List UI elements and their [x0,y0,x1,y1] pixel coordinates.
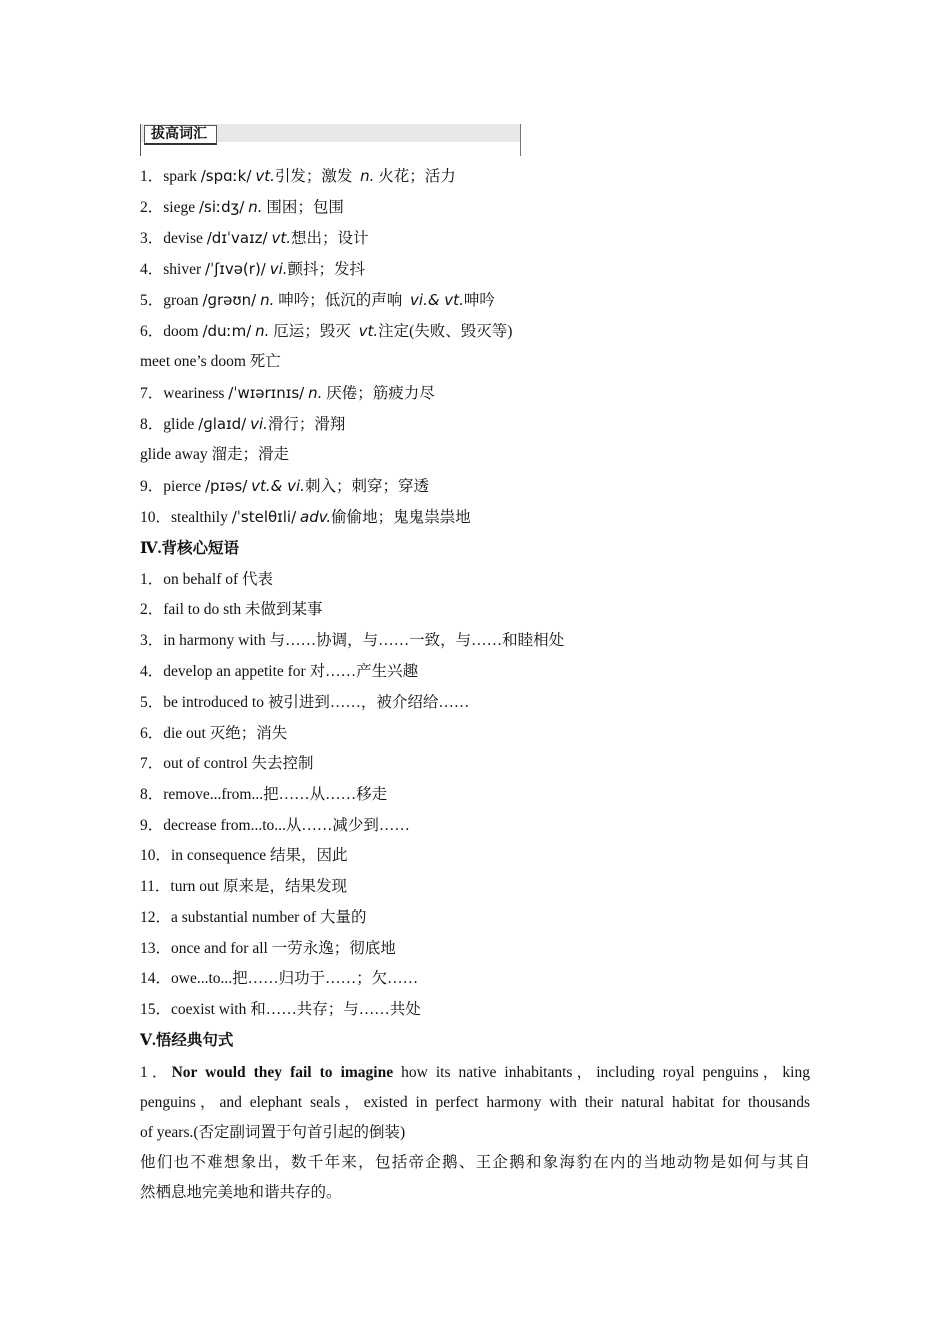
vocab-word: siege [163,199,196,216]
phrase-item: 6．die out 灭绝；消失 [140,725,288,742]
part-of-speech: vi. [269,260,288,278]
definition: 滑行；滑翔 [267,416,346,433]
vocab-word: glide [163,416,195,433]
part-of-speech: vi.& vt. [410,291,464,309]
bold-phrase: Nor would they fail to imagine [171,1064,394,1081]
item-number: 5． [140,292,164,309]
definition: 刺入；刺穿；穿透 [304,478,429,495]
section-title-phrases: Ⅳ.背核心短语 [140,540,239,557]
phrase-item: 12．a substantial number of 大量的 [140,909,367,926]
vocab-item [140,290,495,311]
vocab-item [140,197,344,218]
vocab-word: weariness [163,385,225,402]
part-of-speech: vt. [358,322,379,340]
section-banner-vocab [140,124,521,156]
phonetic: /siːdʒ/ [199,198,245,216]
part-of-speech: n. [255,322,270,340]
vocab-extra: glide away 溜走；滑走 [140,446,289,463]
phrase-item: 13．once and for all 一劳永逸；彻底地 [140,940,396,957]
definition: 厄运；毁灭 [273,323,351,340]
vocab-item [140,476,429,497]
section-title-vocab: 拔高词汇 [144,125,217,145]
phrase-item: 1．on behalf of 代表 [140,571,274,588]
item-number: 7． [140,385,164,402]
definition: 引发；激发 [274,168,353,185]
item-number: 4． [140,261,164,278]
item-number: 2． [140,199,164,216]
vocab-word: groan [163,292,199,309]
vocab-extra: meet one’s doom 死亡 [140,353,281,370]
definition: 注定(失败、毁灭等) [378,323,513,340]
translation-line-1: 他们也不难想象出，数千年来，包括帝企鹅、王企鹅和象海豹在内的当地动物是如何与其自 [140,1154,810,1171]
section-title-sentences: Ⅴ.悟经典句式 [140,1032,234,1049]
part-of-speech: n. [248,198,263,216]
phrase-item: 3．in harmony with 与……协调，与……一致，与……和睦相处 [140,632,565,649]
definition: 呻吟；低沉的声响 [278,292,403,309]
part-of-speech: n. [308,384,323,402]
sentence-line-2: penguins，and elephant seals，existed in perfect harmony with their natural habitat for thousands [140,1094,810,1111]
definition: 颤抖；发抖 [287,261,366,278]
item-number: 6． [140,323,164,340]
phonetic: /ˈwɪərɪnɪs/ [228,384,305,402]
phrase-item: 7．out of control 失去控制 [140,755,314,772]
item-number: 9． [140,478,164,495]
part-of-speech: n. [360,167,375,185]
phrase-item: 2．fail to do sth 未做到某事 [140,601,323,618]
vocab-item [140,228,369,249]
item-number: 3． [140,230,164,247]
phrase-item: 10．in consequence 结果，因此 [140,847,348,864]
phrase-item: 5．be introduced to 被引进到……，被介绍给…… [140,694,470,711]
phonetic: /ˈstelθɪli/ [231,508,297,526]
phonetic: /dɪˈvaɪz/ [206,229,268,247]
phonetic: /ɡrəʊn/ [202,291,257,309]
vocab-word: spark [163,168,197,185]
vocab-item [140,321,512,342]
phrase-item: 11．turn out 原来是，结果发现 [140,878,347,895]
phonetic: /ˈʃɪvə(r)/ [205,260,266,278]
part-of-speech: vt.& vi. [251,477,305,495]
part-of-speech: adv. [300,508,332,526]
phonetic: /duːm/ [202,322,252,340]
phonetic: /spɑːk/ [200,167,252,185]
part-of-speech: vi. [250,415,268,433]
definition: 厌倦；筋疲力尽 [326,385,435,402]
translation-line-2: 然栖息地完美地和谐共存的。 [140,1184,342,1201]
part-of-speech: vt. [255,167,275,185]
vocab-item [140,166,456,187]
definition: 火花；活力 [378,168,456,185]
phrase-item: 15．coexist with 和……共存；与……共处 [140,1001,421,1018]
item-number: 10． [140,509,172,526]
vocab-word: pierce [163,478,202,495]
vocab-item [140,414,345,435]
phrase-item: 14．owe...to...把……归功于……；欠…… [140,970,419,987]
definition: 想出；设计 [291,230,369,247]
vocab-word: shiver [163,261,202,278]
phrase-item: 4．develop an appetite for 对……产生兴趣 [140,663,419,680]
part-of-speech: vt. [271,229,291,247]
item-number: 1． [140,168,164,185]
vocab-word: stealthily [171,509,228,526]
vocab-item [140,507,471,528]
part-of-speech: n. [260,291,275,309]
definition: 围困；包围 [266,199,344,216]
sentence-line-3: of years.(否定副词置于句首引起的倒装) [140,1124,406,1141]
vocab-word: doom [163,323,199,340]
item-number: 8． [140,416,164,433]
phonetic: /ɡlaɪd/ [198,415,247,433]
definition: 呻吟 [463,292,495,309]
vocab-item [140,259,365,280]
phrase-item: 9．decrease from...to...从……减少到…… [140,817,410,834]
sentence-line-1 [140,1058,810,1088]
vocab-item [140,383,435,404]
banner-left-rule [140,124,141,156]
sentence-text: how its native inhabitants，including royal penguins，king [393,1064,810,1081]
phonetic: /pɪəs/ [205,477,248,495]
phrase-item: 8．remove...from...把……从……移走 [140,786,388,803]
definition: 偷偷地；鬼鬼祟祟地 [331,509,471,526]
vocab-word: devise [163,230,203,247]
item-number: 1． [140,1064,172,1081]
